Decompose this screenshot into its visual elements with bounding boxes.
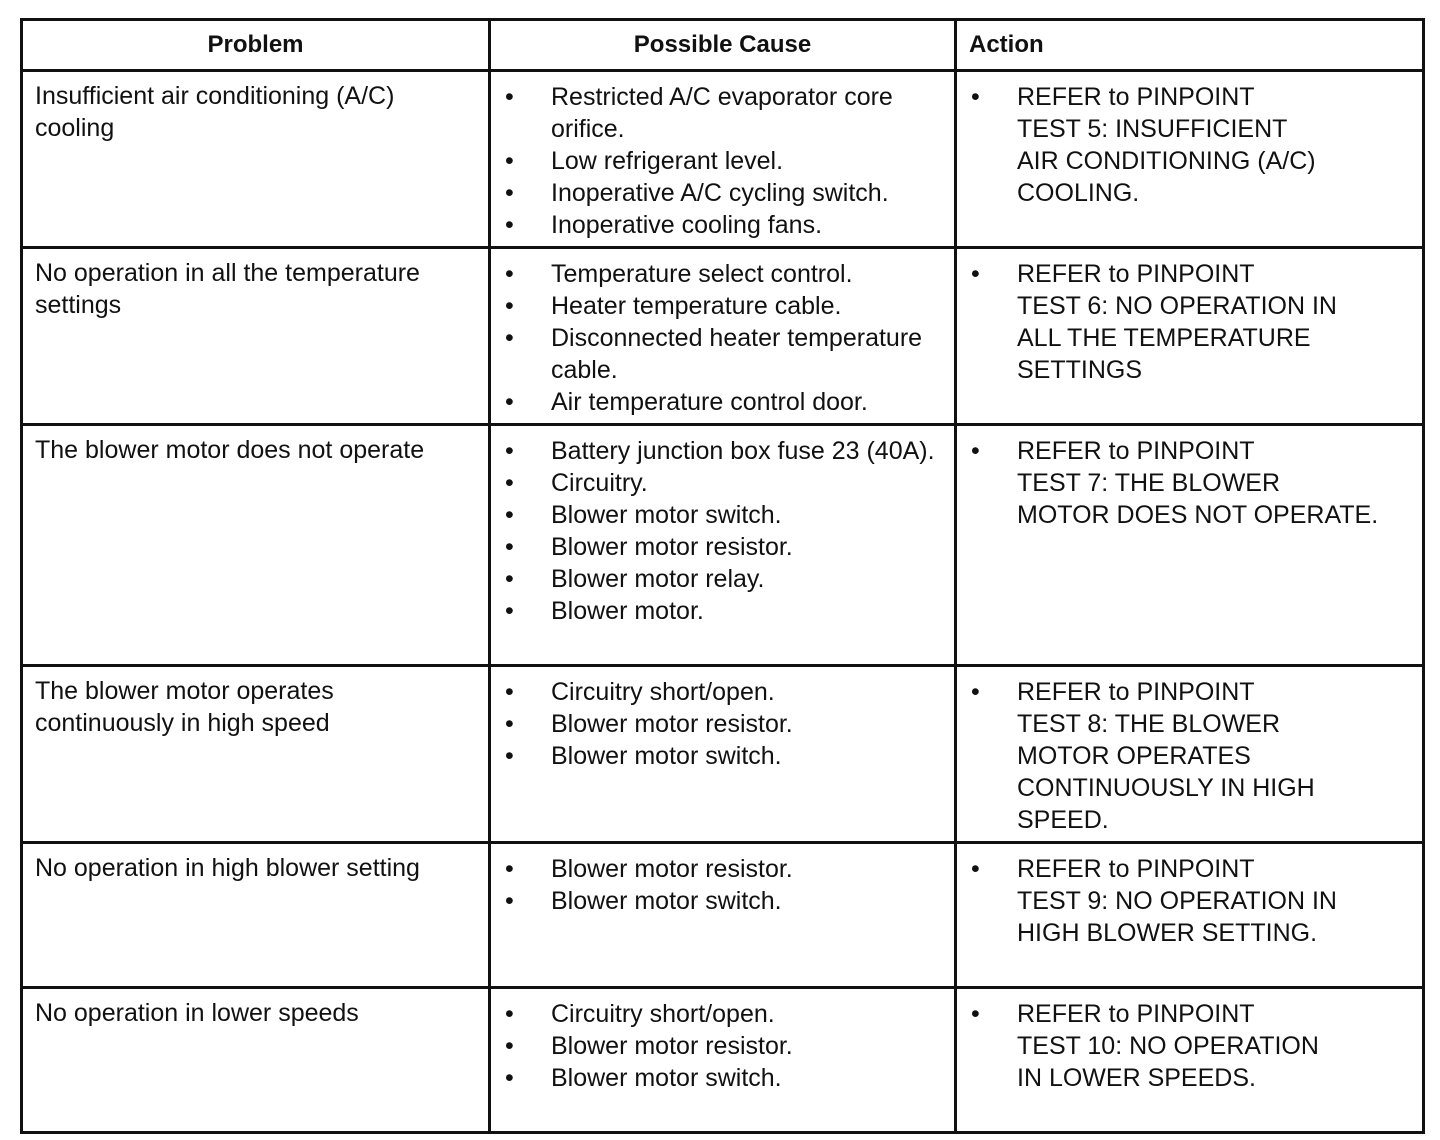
cause-item [491,853,954,885]
bullet-icon: • [971,260,980,288]
cause-item [491,81,954,145]
action-item [957,989,1422,1094]
cause-text: Inoperative A/C cycling switch. [551,179,889,207]
bullet-icon: • [971,1000,980,1028]
cause-item [491,676,954,708]
bullet-icon: • [505,597,514,625]
action-cell [956,843,1424,988]
cause-text: Restricted A/C evaporator core orifice. [551,83,893,143]
bullet-icon: • [505,565,514,593]
cause-list [491,989,954,1094]
bullet-icon: • [505,501,514,529]
action-cell [956,425,1424,666]
cause-text: Temperature select control. [551,260,853,288]
cause-text: Air temperature control door. [551,388,868,416]
header-action: Action [956,20,1424,71]
bullet-icon: • [505,179,514,207]
cause-item [491,1062,954,1094]
problem-text: Insufficient air conditioning (A/C) cooling [35,82,395,142]
action-cell [956,71,1424,248]
bullet-icon: • [971,83,980,111]
bullet-icon: • [505,292,514,320]
action-item [957,249,1422,386]
bullet-icon: • [505,1000,514,1028]
action-cell [956,248,1424,425]
action-item [957,844,1422,949]
cause-item [491,998,954,1030]
bullet-icon: • [505,211,514,239]
problem-cell [22,666,490,843]
cause-text: Disconnected heater temperature cable. [551,324,923,384]
bullet-icon: • [505,710,514,738]
action-text: REFER to PINPOINT TEST 7: THE BLOWER MOTOR DOES NOT OPERATE. [1017,437,1379,529]
bullet-icon: • [971,855,980,883]
bullet-icon: • [505,742,514,770]
action-cell [956,666,1424,843]
cause-text: Battery junction box fuse 23 (40A). [551,437,935,465]
problem-cell [22,71,490,248]
bullet-icon: • [505,1032,514,1060]
cause-text: Blower motor switch. [551,887,782,915]
action-text: REFER to PINPOINT TEST 6: NO OPERATION IN ALL THE TEMPERATURE SETTINGS [1017,260,1337,384]
cause-item [491,740,954,772]
cause-cell [490,666,956,843]
cause-text: Heater temperature cable. [551,292,842,320]
bullet-icon: • [505,147,514,175]
cause-text: Blower motor. [551,597,704,625]
action-item [957,426,1422,531]
cause-text: Blower motor resistor. [551,710,793,738]
bullet-icon: • [505,324,514,352]
cause-list [491,667,954,772]
problem-text: The blower motor operates continuously in high speed [35,677,334,737]
problem-cell [22,988,490,1133]
cause-item [491,467,954,499]
table-row [22,666,1424,843]
bullet-icon: • [505,1064,514,1092]
action-item [957,667,1422,836]
diagnosis-table [20,18,1425,1134]
problem-cell [22,248,490,425]
action-text: REFER to PINPOINT TEST 5: INSUFFICIENT AIR CONDITIONING (A/C) COOLING. [1017,83,1316,207]
cause-list [491,426,954,627]
cause-item [491,209,954,241]
cause-text: Circuitry short/open. [551,678,775,706]
bullet-icon: • [505,260,514,288]
problem-text: No operation in all the temperature settings [35,259,420,319]
bullet-icon: • [505,83,514,111]
problem-text: No operation in high blower setting [35,854,420,882]
cause-item [491,499,954,531]
cause-item [491,885,954,917]
action-text: REFER to PINPOINT TEST 8: THE BLOWER MOTOR OPERATES CONTINUOUSLY IN HIGH SPEED. [1017,678,1315,834]
table-row [22,843,1424,988]
table-row [22,248,1424,425]
cause-text: Blower motor resistor. [551,533,793,561]
cause-text: Circuitry. [551,469,648,497]
bullet-icon: • [505,437,514,465]
table-row [22,425,1424,666]
problem-cell [22,843,490,988]
cause-cell [490,843,956,988]
cause-item [491,708,954,740]
bullet-icon: • [505,855,514,883]
cause-item [491,258,954,290]
bullet-icon: • [971,437,980,465]
cause-list [491,72,954,241]
cause-cell [490,425,956,666]
problem-text: No operation in lower speeds [35,999,359,1027]
action-cell [956,988,1424,1133]
problem-cell [22,425,490,666]
header-row [22,20,1424,71]
problem-text: The blower motor does not operate [35,436,425,464]
cause-cell [490,248,956,425]
cause-text: Blower motor switch. [551,501,782,529]
table-row [22,988,1424,1133]
cause-item [491,435,954,467]
cause-text: Blower motor relay. [551,565,765,593]
cause-item [491,1030,954,1062]
cause-item [491,531,954,563]
cause-cell [490,988,956,1133]
bullet-icon: • [505,887,514,915]
cause-text: Low refrigerant level. [551,147,784,175]
cause-list [491,844,954,917]
cause-item [491,563,954,595]
bullet-icon: • [505,469,514,497]
action-text: REFER to PINPOINT TEST 9: NO OPERATION IN HIGH BLOWER SETTING. [1017,855,1337,947]
bullet-icon: • [505,388,514,416]
cause-list [491,249,954,418]
cause-item [491,290,954,322]
cause-text: Blower motor resistor. [551,855,793,883]
cause-item [491,177,954,209]
cause-text: Blower motor switch. [551,1064,782,1092]
cause-item [491,145,954,177]
cause-text: Inoperative cooling fans. [551,211,823,239]
bullet-icon: • [505,533,514,561]
action-item [957,72,1422,209]
bullet-icon: • [505,678,514,706]
cause-text: Circuitry short/open. [551,1000,775,1028]
cause-item [491,322,954,386]
cause-text: Blower motor switch. [551,742,782,770]
cause-item [491,595,954,627]
cause-text: Blower motor resistor. [551,1032,793,1060]
cause-cell [490,71,956,248]
cause-item [491,386,954,418]
table-row [22,71,1424,248]
header-possible-cause: Possible Cause [490,20,956,71]
header-problem: Problem [22,20,490,71]
bullet-icon: • [971,678,980,706]
action-text: REFER to PINPOINT TEST 10: NO OPERATION IN LOWER SPEEDS. [1017,1000,1319,1092]
